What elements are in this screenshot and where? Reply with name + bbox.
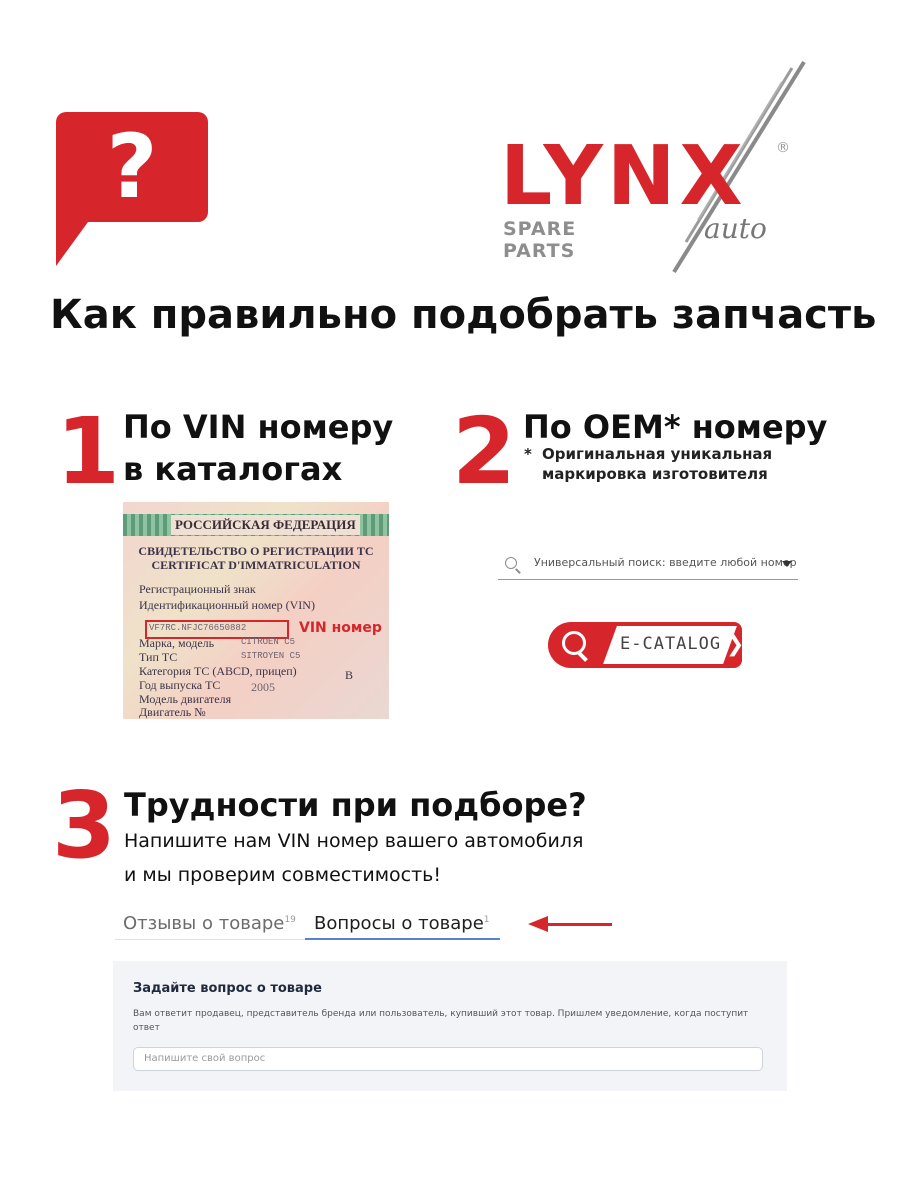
step-2-number: 2 [452,398,517,505]
certificate-header: РОССИЙСКАЯ ФЕДЕРАЦИЯ [171,515,360,535]
certificate-category-value: B [345,668,354,682]
step-1-title-line2: в каталогах [123,450,343,488]
search-icon [505,557,517,569]
step-2-note-line1: Оригинальная уникальная [542,445,773,463]
certificate-line-category: Категория ТС (ABCD, прицеп) [139,664,297,678]
certificate-line-reg: Регистрационный знак [139,582,256,596]
question-bubble-icon: ? [106,115,158,218]
tab-reviews-label: Отзывы о товаре [123,913,285,934]
certificate-line-vin: Идентификационный номер (VIN) [139,598,315,612]
certificate-year-value: 2005 [251,680,275,694]
registration-certificate-image [123,502,389,719]
tab-reviews-count: 19 [284,915,296,925]
tab-questions-count: 1 [483,915,490,925]
step-3-number: 3 [52,772,117,879]
certificate-line-engine-number: Двигатель № [139,705,206,719]
certificate-line-brand: Марка, модель [139,636,215,650]
certificate-vin-value: VF7RC.NFJC76650882 [149,623,247,633]
chevron-right-icon: ❯ [726,632,745,657]
page-title: Как правильно подобрать запчасть [50,292,877,338]
step-3-line1: Напишите нам VIN номер вашего автомобиля [124,830,584,852]
certificate-line-engine-model: Модель двигателя [139,692,232,706]
certificate-title-fr: CERTIFICAT D'IMMATRICULATION [151,558,361,572]
ask-question-title: Задайте вопрос о товаре [133,981,322,996]
question-input[interactable]: Напишите свой вопрос [133,1047,763,1071]
logo-subtitle: SPARE PARTS [503,218,577,262]
magnifier-icon [562,631,586,655]
logo-script: auto [704,212,767,245]
certificate-line-year: Год выпуска ТС [139,678,221,692]
step-1-title-line1: По VIN номеру [123,408,394,446]
vin-label: VIN номер [299,620,382,636]
certificate-type-value: SITROYEN C5 [241,651,301,661]
universal-search-bar[interactable] [498,551,798,580]
e-catalog-button[interactable] [548,622,745,668]
step-2-title: По OEM* номеру [523,408,828,446]
search-input[interactable]: Универсальный поиск: введите любой номер [534,556,797,569]
ask-question-description: Вам ответит продавец, представитель бренда или пользователь, купивший этот товар. Пришлем уведомление, когда поступит ответ [133,1009,749,1033]
chevron-down-icon[interactable] [782,561,792,567]
logo-wordmark: LYNX [500,129,747,224]
step-2-note-line2: маркировка изготовителя [542,465,768,483]
logo-registered-mark: ® [776,140,790,156]
arrow-left-icon [546,923,612,926]
e-catalog-label: E-CATALOG [620,634,722,654]
tab-reviews[interactable] [123,913,296,934]
certificate-title-ru: СВИДЕТЕЛЬСТВО О РЕГИСТРАЦИИ ТС [138,544,374,558]
tab-questions[interactable] [314,913,490,934]
active-tab-indicator [305,938,500,940]
certificate-line-type: Тип ТС [139,650,178,664]
step-3-title: Трудности при подборе? [124,786,587,824]
step-1-number: 1 [56,398,121,505]
tab-questions-label: Вопросы о товаре [314,913,484,934]
step-3-line2: и мы проверим совместимость! [124,864,441,886]
step-2-note-star: * [524,445,532,463]
arrow-left-icon-head [528,916,548,932]
certificate-brand-value: CITROEN C5 [241,637,296,647]
ask-question-card [113,961,787,1091]
